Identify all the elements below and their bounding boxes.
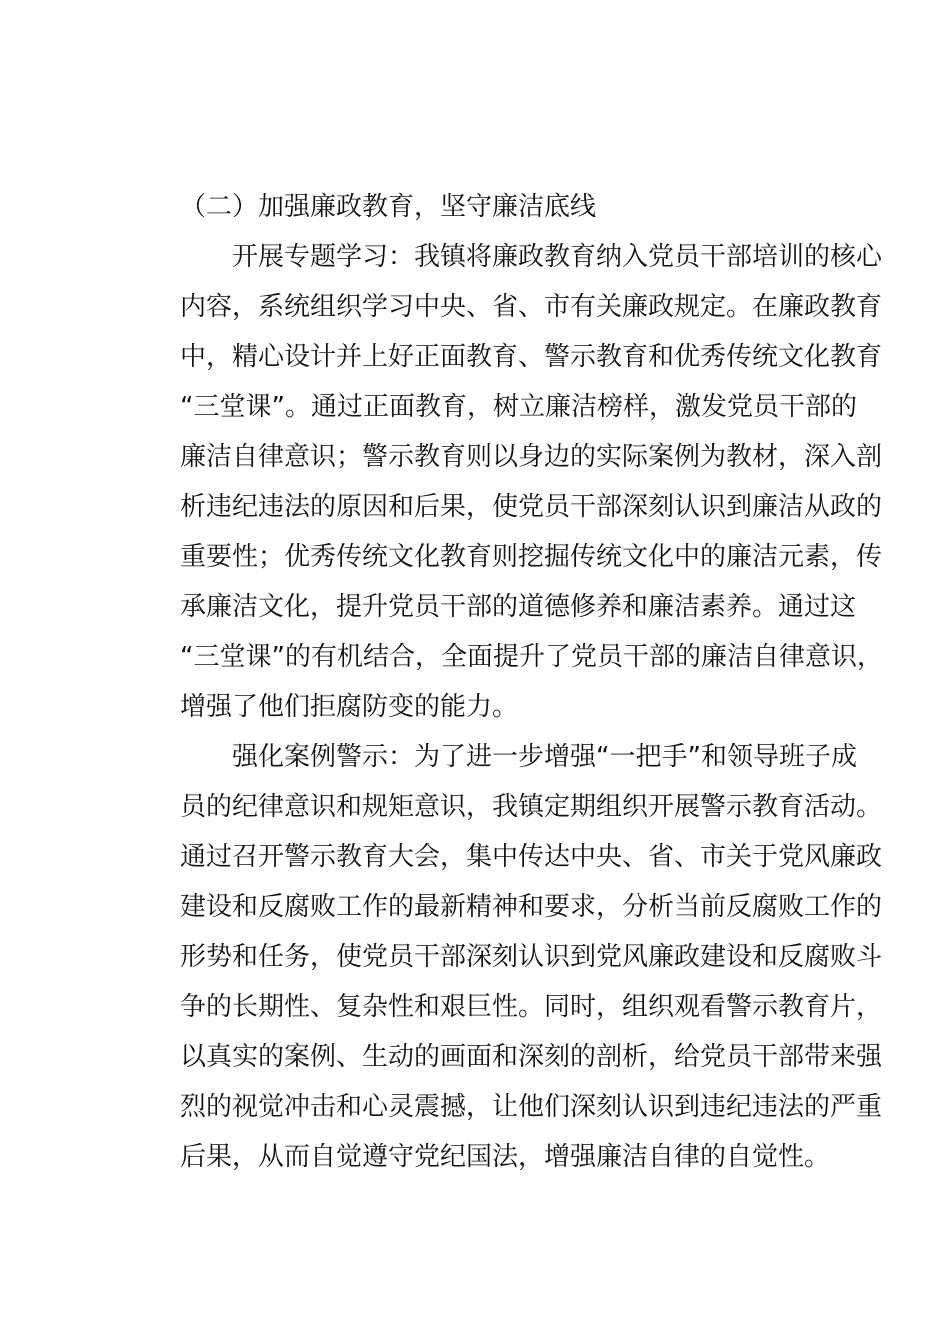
paragraph-line: 廉洁自律意识；警示教育则以身边的实际案例为教材，深入剖: [180, 442, 883, 472]
paragraph-line: 开展专题学习：我镇将廉政教育纳入党员干部培训的核心: [232, 242, 883, 272]
paragraph-line: “三堂课”的有机结合，全面提升了党员干部的廉洁自律意识，: [180, 642, 883, 672]
paragraph-line: 员的纪律意识和规矩意识，我镇定期组织开展警示教育活动。: [180, 792, 883, 822]
paragraph-line: 中，精心设计并上好正面教育、警示教育和优秀传统文化教育: [180, 342, 883, 372]
paragraph-line: 争的长期性、复杂性和艰巨性。同时，组织观看警示教育片，: [180, 992, 883, 1022]
paragraph-line: 析违纪违法的原因和后果，使党员干部深刻认识到廉洁从政的: [180, 492, 883, 522]
paragraph-line: 重要性；优秀传统文化教育则挖掘传统文化中的廉洁元素，传: [180, 542, 883, 572]
document-body: [128, 182, 883, 1182]
paragraph-line: 烈的视觉冲击和心灵震撼，让他们深刻认识到违纪违法的严重: [180, 1092, 883, 1122]
paragraph-line: 后果，从而自觉遵守党纪国法，增强廉洁自律的自觉性。: [180, 1142, 831, 1172]
section-heading: （二）加强廉政教育，坚守廉洁底线: [180, 192, 597, 222]
paragraph-line: 强化案例警示：为了进一步增强“一把手”和领导班子成: [232, 742, 857, 772]
paragraph-thematic-study: [128, 232, 883, 732]
paragraph-line: 承廉洁文化，提升党员干部的道德修养和廉洁素养。通过这: [180, 592, 857, 622]
paragraph-line: 以真实的案例、生动的画面和深刻的剖析，给党员干部带来强: [180, 1042, 883, 1072]
paragraph-line: 增强了他们拒腐防变的能力。: [180, 692, 519, 722]
paragraph-line: 建设和反腐败工作的最新精神和要求，分析当前反腐败工作的: [180, 892, 883, 922]
paragraph-line: 内容，系统组织学习中央、省、市有关廉政规定。在廉政教育: [180, 292, 883, 322]
paragraph-case-warning: [128, 732, 883, 1182]
paragraph-line: 通过召开警示教育大会，集中传达中央、省、市关于党风廉政: [180, 842, 883, 872]
paragraph-line: “三堂课”。通过正面教育，树立廉洁榜样，激发党员干部的: [180, 392, 857, 422]
paragraph-line: 形势和任务，使党员干部深刻认识到党风廉政建设和反腐败斗: [180, 942, 883, 972]
